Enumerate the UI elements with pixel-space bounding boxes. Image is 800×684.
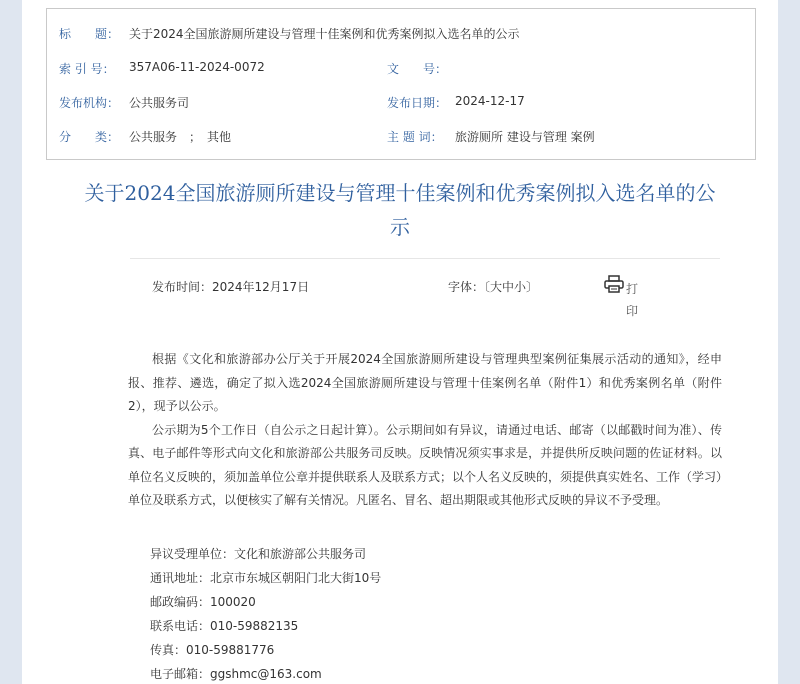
meta-index-label: 索 引 号： (59, 62, 115, 76)
meta-date-label: 发布日期： (387, 96, 448, 110)
contact-postcode: 邮政编码：100020 (150, 595, 256, 609)
paragraph-2: 公示期为5个工作日（自公示之日起计算）。公示期间如有异议，请通过电话、邮寄（以邮戳时间为准）、传真、电子邮件等形式向文化和旅游部公共服务司反映。反映情况须实事求是，并提供所反映问题的佐证材料。以单位名义反映的，须加盖单位公章并提供联系人及联系方式；以个人名义反映的，须提供真实姓名、工作（学习）单位及联系方式，以便核实了解有关情况。凡匿名、冒名、超出期限或其他形式反映的异议不予受理。 (128, 422, 723, 507)
page (22, 0, 778, 684)
paragraph-1: 根据《文化和旅游部办公厅关于开展2024全国旅游厕所建设与管理典型案例征集展示活动的通知》，经申报、推荐、遴选，确定了拟入选2024全国旅游厕所建设与管理十佳案例名单（附件1）和优秀案例名单（附件2），现予以公示。 (128, 352, 722, 413)
meta-index-value: 357A06-11-2024-0072 (129, 60, 265, 74)
meta-row-index (47, 60, 755, 80)
meta-row-org (47, 94, 755, 114)
contact-fax: 传真：010-59881776 (150, 643, 275, 657)
meta-subject-value: 旅游厕所 建设与管理 案例 (455, 130, 595, 144)
meta-subject-label: 主 题 词： (387, 130, 443, 144)
contact-address: 通讯地址：北京市东城区朝阳门北大街10号 (150, 571, 382, 585)
meta-doc-no-label: 文 号： (387, 62, 448, 76)
meta-org-label: 发布机构： (59, 96, 120, 110)
contact-phone: 联系电话：010-59882135 (150, 619, 299, 633)
meta-title-label: 标 题： (59, 27, 120, 41)
contact-email[interactable]: 电子邮箱：ggshmc@163.com (150, 667, 322, 681)
font-size-selector[interactable]: 字体：〔大中小〕 (448, 280, 539, 294)
publish-time: 发布时间：2024年12月17日 (152, 280, 310, 294)
meta-row-category (47, 128, 755, 148)
title-divider (130, 258, 720, 259)
print-link[interactable]: 打印 (626, 282, 639, 318)
meta-title-value: 关于2024全国旅游厕所建设与管理十佳案例和优秀案例拟入选名单的公示 (129, 27, 520, 41)
contact-unit: 异议受理单位：文化和旅游部公共服务司 (150, 547, 367, 561)
meta-row-title (47, 25, 755, 45)
meta-org-value: 公共服务司 (129, 96, 190, 110)
metadata-panel (46, 8, 756, 160)
meta-category-label: 分 类： (59, 130, 120, 144)
meta-date-value: 2024-12-17 (455, 94, 525, 108)
article-body (128, 348, 722, 513)
meta-category-value: 公共服务 ； 其他 (129, 130, 232, 144)
article-title: 关于2024全国旅游厕所建设与管理十佳案例和优秀案例拟入选名单的公示 (84, 181, 716, 239)
printer-icon[interactable] (604, 275, 624, 293)
